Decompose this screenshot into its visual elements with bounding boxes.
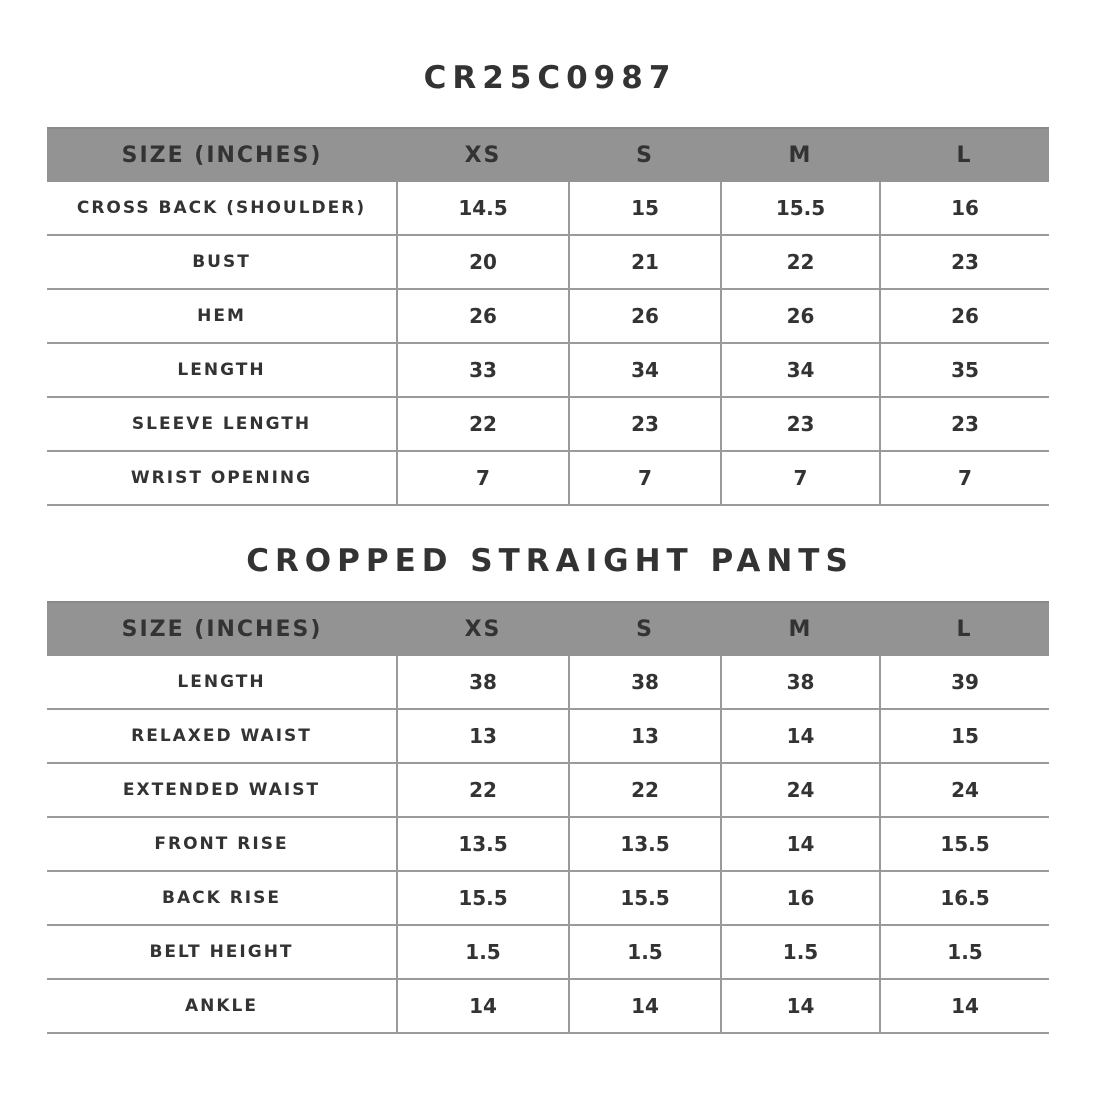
value-xs: 14.5	[397, 182, 569, 235]
value-m: 14	[721, 979, 880, 1033]
table-row	[47, 871, 1049, 925]
value-m: 14	[721, 709, 880, 763]
pants-size-chart-table	[47, 601, 1049, 1034]
value-s: 15	[569, 182, 721, 235]
value-l: 15	[880, 709, 1049, 763]
value-m: 1.5	[721, 925, 880, 979]
table-row	[47, 709, 1049, 763]
value-xs: 38	[397, 656, 569, 709]
measurement-label: BELT HEIGHT	[47, 925, 397, 979]
value-s: 7	[569, 451, 721, 505]
measurement-label: RELAXED WAIST	[47, 709, 397, 763]
measurement-label: HEM	[47, 289, 397, 343]
value-s: 34	[569, 343, 721, 397]
value-l: 23	[880, 397, 1049, 451]
value-m: 16	[721, 871, 880, 925]
header-xs: XS	[397, 602, 569, 656]
value-s: 22	[569, 763, 721, 817]
top-size-chart-title: CR25C0987	[423, 60, 677, 96]
value-xs: 22	[397, 763, 569, 817]
value-xs: 22	[397, 397, 569, 451]
value-m: 22	[721, 235, 880, 289]
value-s: 13.5	[569, 817, 721, 871]
value-m: 7	[721, 451, 880, 505]
value-xs: 14	[397, 979, 569, 1033]
value-xs: 1.5	[397, 925, 569, 979]
value-xs: 13.5	[397, 817, 569, 871]
value-m: 23	[721, 397, 880, 451]
table-row	[47, 656, 1049, 709]
value-l: 7	[880, 451, 1049, 505]
header-row	[47, 602, 1049, 656]
value-s: 13	[569, 709, 721, 763]
header-size-label: SIZE (INCHES)	[47, 128, 397, 182]
header-s: S	[569, 602, 721, 656]
value-l: 1.5	[880, 925, 1049, 979]
measurement-label: ANKLE	[47, 979, 397, 1033]
value-m: 14	[721, 817, 880, 871]
value-xs: 26	[397, 289, 569, 343]
header-s: S	[569, 128, 721, 182]
header-m: M	[721, 602, 880, 656]
value-m: 34	[721, 343, 880, 397]
measurement-label: WRIST OPENING	[47, 451, 397, 505]
measurement-label: EXTENDED WAIST	[47, 763, 397, 817]
pants-size-chart-title: CROPPED STRAIGHT PANTS	[246, 543, 854, 579]
table-row	[47, 451, 1049, 505]
value-l: 39	[880, 656, 1049, 709]
value-xs: 13	[397, 709, 569, 763]
table-row	[47, 817, 1049, 871]
value-s: 1.5	[569, 925, 721, 979]
table-row	[47, 925, 1049, 979]
measurement-label: LENGTH	[47, 343, 397, 397]
value-l: 14	[880, 979, 1049, 1033]
measurement-label: FRONT RISE	[47, 817, 397, 871]
table-row	[47, 182, 1049, 235]
measurement-label: LENGTH	[47, 656, 397, 709]
table-row	[47, 235, 1049, 289]
value-xs: 20	[397, 235, 569, 289]
value-s: 26	[569, 289, 721, 343]
value-m: 24	[721, 763, 880, 817]
measurement-label: SLEEVE LENGTH	[47, 397, 397, 451]
value-s: 21	[569, 235, 721, 289]
value-xs: 33	[397, 343, 569, 397]
header-l: L	[880, 128, 1049, 182]
table-row	[47, 289, 1049, 343]
table-row	[47, 397, 1049, 451]
value-s: 15.5	[569, 871, 721, 925]
value-s: 14	[569, 979, 721, 1033]
header-m: M	[721, 128, 880, 182]
value-m: 26	[721, 289, 880, 343]
table-row	[47, 343, 1049, 397]
header-l: L	[880, 602, 1049, 656]
table-row	[47, 763, 1049, 817]
value-m: 15.5	[721, 182, 880, 235]
value-l: 26	[880, 289, 1049, 343]
header-size-label: SIZE (INCHES)	[47, 602, 397, 656]
measurement-label: BACK RISE	[47, 871, 397, 925]
value-xs: 15.5	[397, 871, 569, 925]
value-l: 24	[880, 763, 1049, 817]
header-xs: XS	[397, 128, 569, 182]
value-l: 35	[880, 343, 1049, 397]
value-l: 16	[880, 182, 1049, 235]
header-row	[47, 128, 1049, 182]
value-s: 23	[569, 397, 721, 451]
value-xs: 7	[397, 451, 569, 505]
value-l: 16.5	[880, 871, 1049, 925]
value-l: 15.5	[880, 817, 1049, 871]
measurement-label: BUST	[47, 235, 397, 289]
value-s: 38	[569, 656, 721, 709]
value-m: 38	[721, 656, 880, 709]
measurement-label: CROSS BACK (SHOULDER)	[47, 182, 397, 235]
top-size-chart-table	[47, 127, 1049, 506]
value-l: 23	[880, 235, 1049, 289]
table-row	[47, 979, 1049, 1033]
